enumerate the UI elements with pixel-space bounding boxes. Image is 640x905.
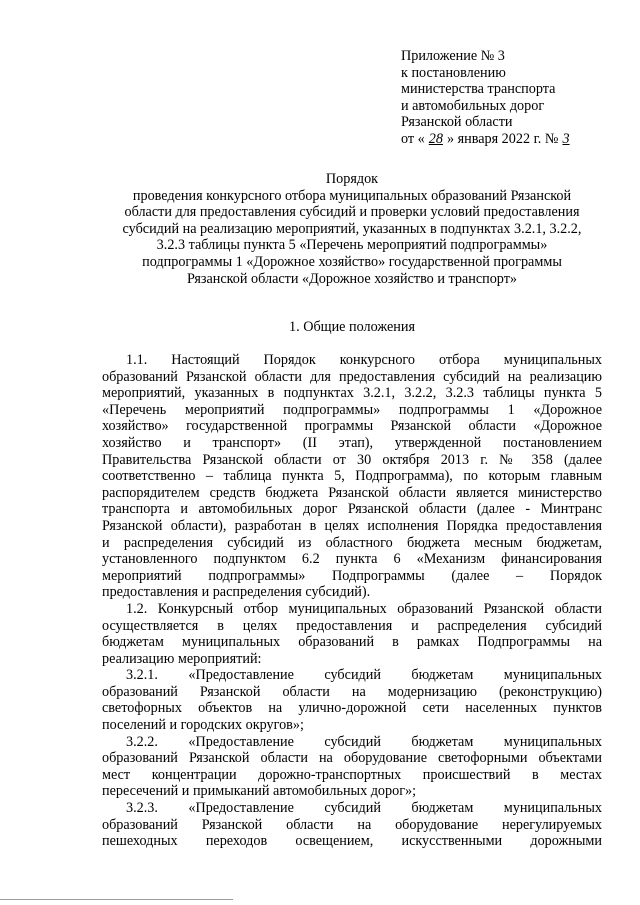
title-line: Рязанской области «Дорожное хозяйство и транспорт» [186,270,518,287]
paragraph-line: реализацию мероприятий: [102,650,262,667]
paragraph-line: Правительства Рязанской области от 30 октября 2013 г. № 358 (далее [102,451,602,468]
approval-date-mid: » января 2022 г. № [446,130,559,147]
document-body [102,352,602,850]
paragraph-line: мероприятий, указанных в подпунктах 3.2.1, 3.2.2, 3.2.3 таблицы пункта 5 [102,385,602,402]
paragraph-line: 3.2.1. «Предоставление субсидий бюджетам муниципальных [126,667,602,684]
title-line: подпрограммы 1 «Дорожное хозяйство» государственной программы [142,253,562,270]
handwritten-number: 3 [562,130,570,147]
paragraph-line: мероприятий подпрограммы» Подпрограммы (далее – Порядок [102,567,602,584]
paragraph-line: бюджетам муниципальных образований в рамках Подпрограммы на [102,634,602,651]
approval-date-line [401,131,621,148]
title-line: субсидий на реализацию мероприятий, указанных в подпунктах 3.2.1, 3.2.2, [122,220,582,237]
title-heading: Порядок [325,171,379,187]
approval-line-2: к постановлению [401,64,506,81]
approval-line-4: и автомобильных дорог [401,97,545,114]
paragraph-line: светофорных объектов на улично-дорожной сети населенных пунктов [102,700,602,717]
paragraph-line: предоставления и распределения субсидий). [102,584,371,601]
paragraph-line: установленного подпунктом 6.2 пункта 6 «Механизм финансирования [102,551,602,568]
paragraph-line: 3.2.3. «Предоставление субсидий бюджетам муниципальных [126,800,602,817]
paragraph-line: осуществляется в целях предоставления и распределения субсидий [102,617,602,634]
paragraph-line: распорядителем средств бюджета Рязанской области является министерство [102,484,602,501]
paragraph-line: образований Рязанской области для предоставления субсидий на реализацию [102,368,602,385]
paragraph-line: 1.1. Настоящий Порядок конкурсного отбора муниципальных [126,352,602,368]
paragraph-line: образований Рязанской области на модернизацию (реконструкцию) [102,683,602,700]
title-line: 3.2.3 таблицы пункта 5 «Перечень мероприятий подпрограммы» [156,237,548,254]
paragraph-line: мест концентрации дорожно-транспортных происшествий в местах [102,766,602,783]
paragraph-line: хозяйство» государственной программы Рязанской области «Дорожное [102,418,602,435]
approval-line-3: министерства транспорта [401,81,556,98]
title-line: проведения конкурсного отбора муниципальных образований Рязанской [132,187,572,204]
approval-line-5: Рязанской области [401,114,513,131]
paragraph-line: и распределения субсидий из областного бюджета месным бюджетам, [102,534,602,551]
handwritten-day: 28 [428,130,443,147]
paragraph-line: 1.2. Конкурсный отбор муниципальных образований Рязанской области [126,600,602,617]
paragraph-line: хозяйство и транспорт» (II этап), утвержденной постановлением [102,434,602,451]
paragraph-line: поселений и городских округов»; [102,717,304,734]
approval-line-1: Приложение № 3 [401,48,505,64]
paragraph-line: «Перечень мероприятий подпрограммы» подпрограммы 1 «Дорожное [102,401,602,418]
paragraph-line: соответственно – таблица пункта 5, Подпрограмма), по которым главным [102,468,602,485]
paragraph-line: образований Рязанской области на оборудование нерегулируемых [102,816,602,833]
paragraph-line: Рязанской области), разработан в целях исполнения Порядка предоставления [102,517,602,534]
paragraph-line: транспорта и автомобильных дорог Рязанской области (далее - Минтранс [102,501,602,518]
approval-date-prefix: от « [401,130,425,147]
paragraph-line: пешеходных переходов освещением, искусственными дорожными [102,833,602,850]
paragraph-line: образований Рязанской области на оборудование светофорными объектами [102,750,602,767]
title-line: области для предоставления субсидий и проверки условий предоставления [124,204,580,221]
document-title [102,171,602,287]
paragraph-line: пересечений и примыканий автомобильных дорог»; [102,783,417,800]
scan-bottom-rule [0,899,233,900]
approval-block [401,48,621,148]
section-heading: 1. Общие положения [289,319,415,335]
paragraph-line: 3.2.2. «Предоставление субсидий бюджетам муниципальных [126,733,602,750]
